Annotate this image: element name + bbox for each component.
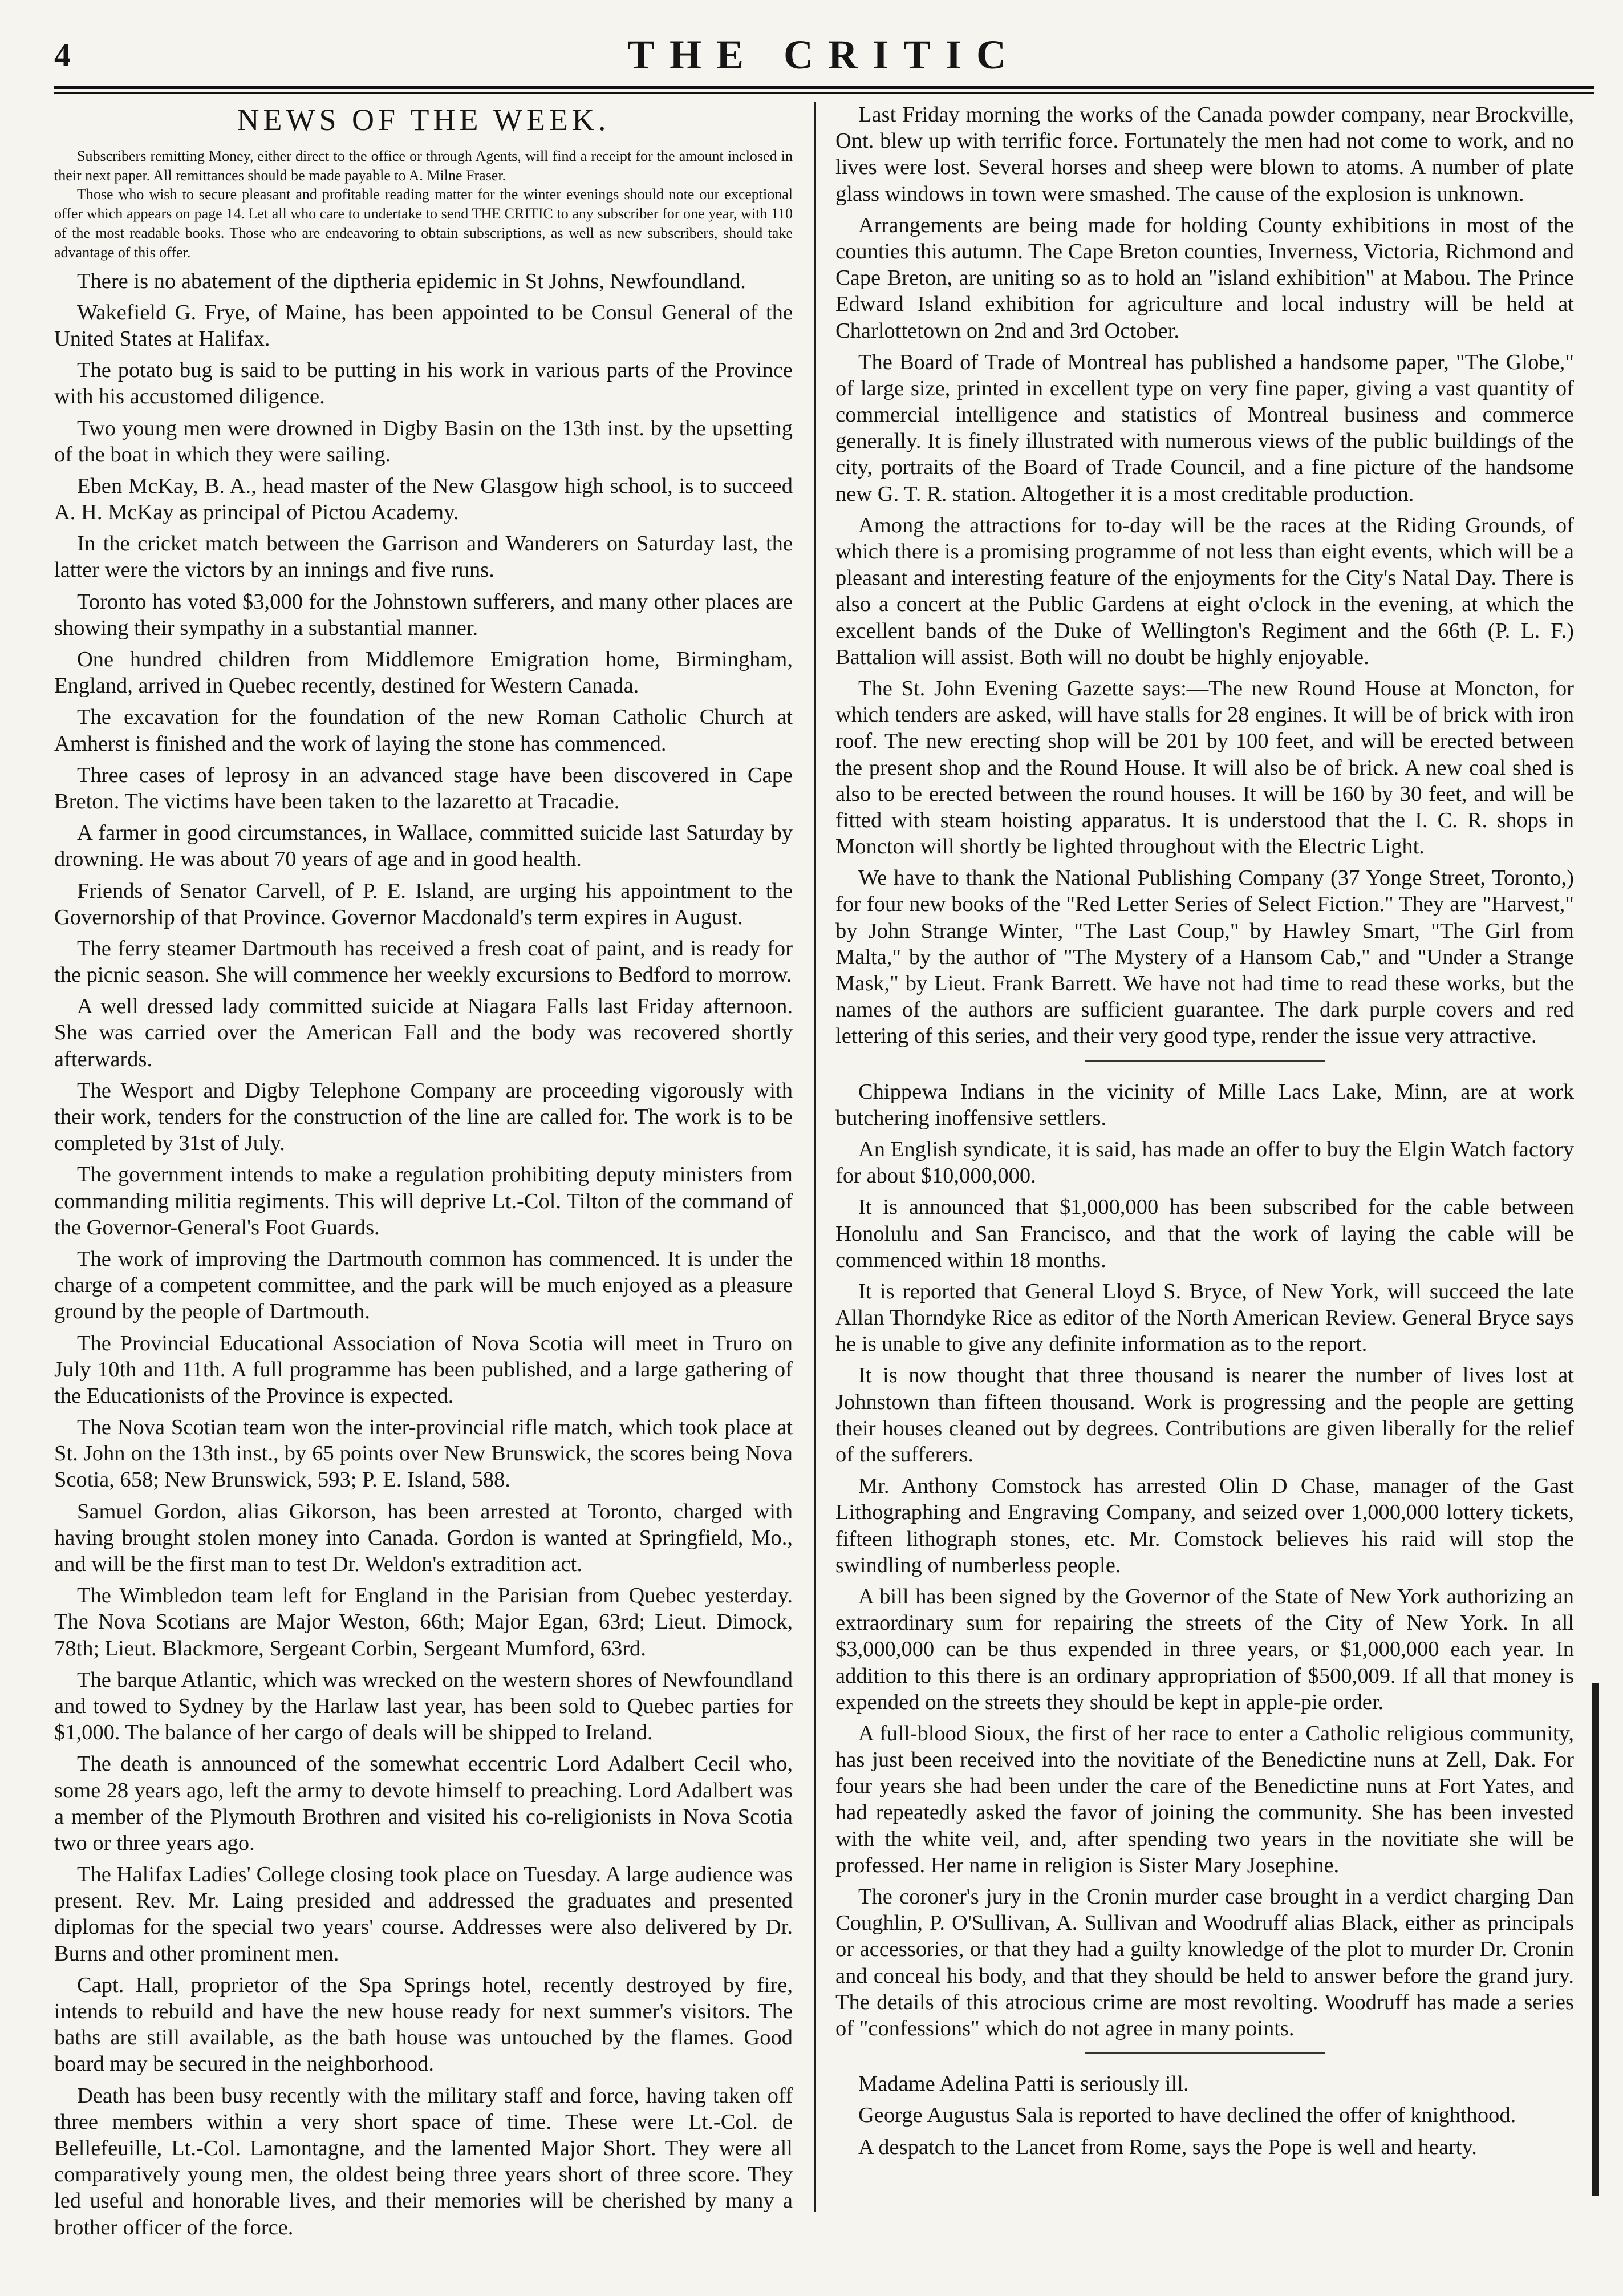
news-item: The excavation for the foundation of the new Roman Catholic Church at Amherst is finished and the work of laying the stone has commenced. [54,705,793,756]
news-item: There is no abatement of the diptheria epidemic in St Johns, Newfoundland. [77,269,746,293]
page-number: 4 [54,37,71,74]
news-item: A full-blood Sioux, the first of her race to enter a Catholic religious community, has just been received into the novitiate of the Benedictine nuns at Zell, Dak. For four years she had been under the care of the Benedictine nuns at Fort Yates, and had repeatedly asked the favor of joining the community. She has been invested with the white veil, and, after spending two years in the novitiate she will be professed. Her name in religion is Sister Mary Josephine. [835,1721,1574,1877]
news-item: Toronto has voted $3,000 for the Johnstown sufferers, and many other places are showing their sympathy in a substantial manner. [54,589,793,640]
news-item: Death has been busy recently with the military staff and force, having taken off three members within a very short space of time. These were Lt.-Col. de Bellefeuille, Lt.-Col. Lamontagne, and the lamented Major Short. They were all comparatively young men, the oldest being three years short of three score. They led useful and honorable lives, and their memories will be cherished by many a brother officer of the force. [54,2083,793,2240]
margin-bar [1592,1683,1599,2196]
news-block-3 [835,2071,1574,2160]
news-item: A well dressed lady committed suicide at Niagara Falls last Friday afternoon. She was carried over the American Fall and the body was recovered shortly afterwards. [54,994,793,1071]
offer-notice: Those who wish to secure pleasant and profitable reading matter for the winter evenings should note our exceptional offer which appears on page 14. Let all who care to undertake to send THE CRITIC to any subscriber for one year, with 110 of the most readable books. Those who are endeavoring to obtain subscriptions, as well as new subscribers, should take advantage of this offer. [54,186,793,261]
news-item: One hundred children from Middlemore Emigration home, Birmingham, England, arrived in Quebec recently, destined for Western Canada. [54,647,793,698]
news-item: Eben McKay, B. A., head master of the New Glasgow high school, is to succeed A. H. McKay as principal of Pictou Academy. [54,473,793,525]
news-item: George Augustus Sala is reported to have declined the offer of knighthood. [858,2103,1516,2128]
news-item: Mr. Anthony Comstock has arrested Olin D Chase, manager of the Gast Lithographing and Engraving Company, and seized over 1,000,000 lottery tickets, fifteen lithograph stones, etc. Mr. Comstock believes his raid will stop the swindling of numberless people. [835,1474,1574,1577]
news-item: The Halifax Ladies' College closing took place on Tuesday. A large audience was present. Rev. Mr. Laing presided and addressed the graduates and presented diplomas for the special two years' course. Addresses were also delivered by Dr. Burns and other prominent men. [54,1862,793,1966]
subscriber-notice: Subscribers remitting Money, either direct to the office or through Agents, will find a receipt for the amount inclosed in their next paper. All remittances should be made payable to A. Milne Fraser. [54,147,793,184]
news-block-2 [835,1079,1574,2042]
news-item: Arrangements are being made for holding County exhibitions in most of the counties this autumn. The Cape Breton counties, Inverness, Victoria, Richmond and Cape Breton, are uniting so as to hold an "island exhibition" at Mabou. The Prince Edward Island exhibition for agriculture and local industry will be held at Charlottetown on 2nd and 3rd October. [835,213,1574,343]
header-rule-thin [54,92,1594,94]
news-item: The ferry steamer Dartmouth has received a fresh coat of paint, and is ready for the picnic season. She will commence her weekly excursions to Bedford to morrow. [54,936,793,987]
news-items-list [54,268,793,2241]
news-item: The government intends to make a regulation prohibiting deputy ministers from commanding militia regiments. This will deprive Lt.-Col. Tilton of the command of the Governor-General's Foot Guards. [54,1163,793,1240]
news-item: The barque Atlantic, which was wrecked on the western shores of Newfoundland and towed to Sydney by the Harlaw last year, has been sold to Quebec parties for $1,000. The balance of her cargo of deals will be shipped to Ireland. [54,1667,793,1745]
page-header [54,31,1594,83]
news-item: Two young men were drowned in Digby Basin on the 13th inst. by the upsetting of the boat in which they were sailing. [54,416,793,467]
news-item: The coroner's jury in the Cronin murder case brought in a verdict charging Dan Coughlin, P. O'Sullivan, A. Sullivan and Woodruff alias Black, either as principals or accessories, or that they had a guilty knowledge of the plot to murder Dr. Cronin and conceal his body, and that they should be held to answer before the grand jury. The details of this atrocious crime are most revolting. Woodruff has made a series of "confessions" which do not agree in many points. [835,1885,1574,2040]
masthead-title: THE CRITIC [627,32,1021,78]
header-rule-thick [54,86,1594,89]
news-item: Chippewa Indians in the vicinity of Mille Lacs Lake, Minn, are at work butchering inoffensive settlers. [835,1079,1574,1130]
column-divider [814,102,816,2212]
news-item: The Provincial Educational Association of Nova Scotia will meet in Truro on July 10th and 11th. A full programme has been published, and a large gathering of the Educationists of the Province is expected. [54,1331,793,1408]
right-column [835,102,1574,2165]
news-item: An English syndicate, it is said, has made an offer to buy the Elgin Watch factory for about $10,000,000. [835,1137,1574,1188]
news-item: Among the attractions for to-day will be the races at the Riding Grounds, of which there is a promising programme of not less than eight events, which will be a pleasant and interesting feature of the enjoyments for the City's Natal Day. There is also a concert at the Public Gardens at eight o'clock in the evening, at which the excellent bands of the Duke of Wellington's Regiment and the 66th (P. L. F.) Battalion will assist. Both will no doubt be highly enjoyable. [835,513,1574,669]
news-item: Capt. Hall, proprietor of the Spa Springs hotel, recently destroyed by fire, intends to rebuild and have the new house ready for next summer's visitors. The baths are still available, as the bath house was untouched by the flames. Good board may be secured in the neighborhood. [54,1973,793,2076]
news-item: The Board of Trade of Montreal has published a handsome paper, "The Globe," of large size, printed in excellent type on very fine paper, giving a vast quantity of commercial intelligence and statistics of Montreal business and commerce generally. It is finely illustrated with numerous views of the public buildings of the city, portraits of the Board of Trade Council, and a fine picture of the handsome new G. T. R. station. Altogether it is a most creditable production. [835,350,1574,506]
section-separator [1085,1060,1325,1062]
news-item: Wakefield G. Frye, of Maine, has been appointed to be Consul General of the United States at Halifax. [54,300,793,351]
left-column [54,102,793,2246]
news-item: Last Friday morning the works of the Canada powder company, near Brockville, Ont. blew up with terrific force. Fortunately the men had not come to work, and no lives were lost. Several horses and sheep were blown to atoms. A number of plate glass windows in town were smashed. The cause of the explosion is unknown. [835,103,1574,206]
news-item: A bill has been signed by the Governor of the State of New York authorizing an extraordinary sum for repairing the streets of the City of New York. In all $3,000,000 can be thus expended in three years, or $1,000,000 each year. In addition to this there is an ordinary appropriation of $500,009. If all that money is expended on the streets they should be kept in apple-pie order. [835,1584,1574,1714]
section-title: NEWS OF THE WEEK. [237,103,610,137]
news-item: A farmer in good circumstances, in Wallace, committed suicide last Saturday by drowning. He was about 70 years of age and in good health. [54,821,793,872]
news-block-1 [835,102,1574,1050]
news-item: The Wesport and Digby Telephone Company are proceeding vigorously with their work, tenders for the construction of the line are called for. The work is to be completed by 31st of July. [54,1078,793,1156]
news-item: The St. John Evening Gazette says:—The new Round House at Moncton, for which tenders are asked, will have stalls for 28 engines. It will be of brick with iron roof. The new erecting shop will be 201 by 100 feet, and will be erected between the present shop and the Round House. It will also be of brick. A new coal shed is also to be erected between the round houses. It will be 160 by 30 feet, and will be fitted with steam hoisting apparatus. It is understood that the I. C. R. shops in Moncton will shortly be lighted throughout with the Electric Light. [835,676,1574,859]
news-item: The potato bug is said to be putting in his work in various parts of the Province with his accustomed diligence. [54,358,793,409]
news-item: It is now thought that three thousand is nearer the number of lives lost at Johnstown than fifteen thousand. Work is progressing and the people are getting their houses cleaned out by degrees. Contributions are given liberally for the relief of the sufferers. [835,1363,1574,1467]
news-item: The Wimbledon team left for England in the Parisian from Quebec yesterday. The Nova Scotians are Major Weston, 66th; Major Egan, 63rd; Lieut. Dimock, 78th; Lieut. Blackmore, Sergeant Corbin, Sergeant Mumford, 63rd. [54,1584,793,1661]
section-separator [1085,2052,1325,2054]
news-item: Friends of Senator Carvell, of P. E. Island, are urging his appointment to the Governorship of that Province. Governor Macdonald's term expires in August. [54,878,793,929]
news-item: In the cricket match between the Garrison and Wanderers on Saturday last, the latter were the victors by an innings and five runs. [54,532,793,582]
news-item: Three cases of leprosy in an advanced stage have been discovered in Cape Breton. The victims have been taken to the lazaretto at Tracadie. [54,763,793,813]
news-item: A despatch to the Lancet from Rome, says the Pope is well and hearty. [858,2135,1477,2159]
news-item: The work of improving the Dartmouth common has commenced. It is under the charge of a competent committee, and the park will be much enjoyed as a pleasure ground by the people of Dartmouth. [54,1246,793,1324]
news-item: We have to thank the National Publishing Company (37 Yonge Street, Toronto,) for four new books of the "Red Letter Series of Select Fiction." They are "Harvest," by John Strange Winter, "The Last Coup," by Hawley Smart, "The Girl from Malta," by the author of "The Mystery of a Hansom Cab," and "Under a Strange Mask," by Lieut. Frank Barrett. We have not had time to read these works, but the names of the authors are sufficient guarantee. The dark purple covers and red lettering of this series, and their very good type, render the issue very attractive. [835,866,1574,1048]
news-item: Madame Adelina Patti is seriously ill. [858,2072,1189,2096]
news-item: The Nova Scotian team won the inter-provincial rifle match, which took place at St. John on the 13th inst., by 65 points over New Brunswick, the scores being Nova Scotia, 658; New Brunswick, 593; P. E. Island, 588. [54,1415,793,1492]
news-item: The death is announced of the somewhat eccentric Lord Adalbert Cecil who, some 28 years ago, left the army to devote himself to preaching. Lord Adalbert was a member of the Plymouth Brothren and visited his co-religionists in Nova Scotia two or three years ago. [54,1752,793,1855]
news-item: Samuel Gordon, alias Gikorson, has been arrested at Toronto, charged with having brought stolen money into Canada. Gordon is wanted at Springfield, Mo., and will be the first man to test Dr. Weldon's extradition act. [54,1499,793,1577]
news-item: It is reported that General Lloyd S. Bryce, of New York, will succeed the late Allan Thorndyke Rice as editor of the North American Review. General Bryce says he is unable to give any definite information as to the report. [835,1279,1574,1356]
news-item: It is announced that $1,000,000 has been subscribed for the cable between Honolulu and San Francisco, and that the work of laying the cable will be commenced within 18 months. [835,1195,1574,1272]
